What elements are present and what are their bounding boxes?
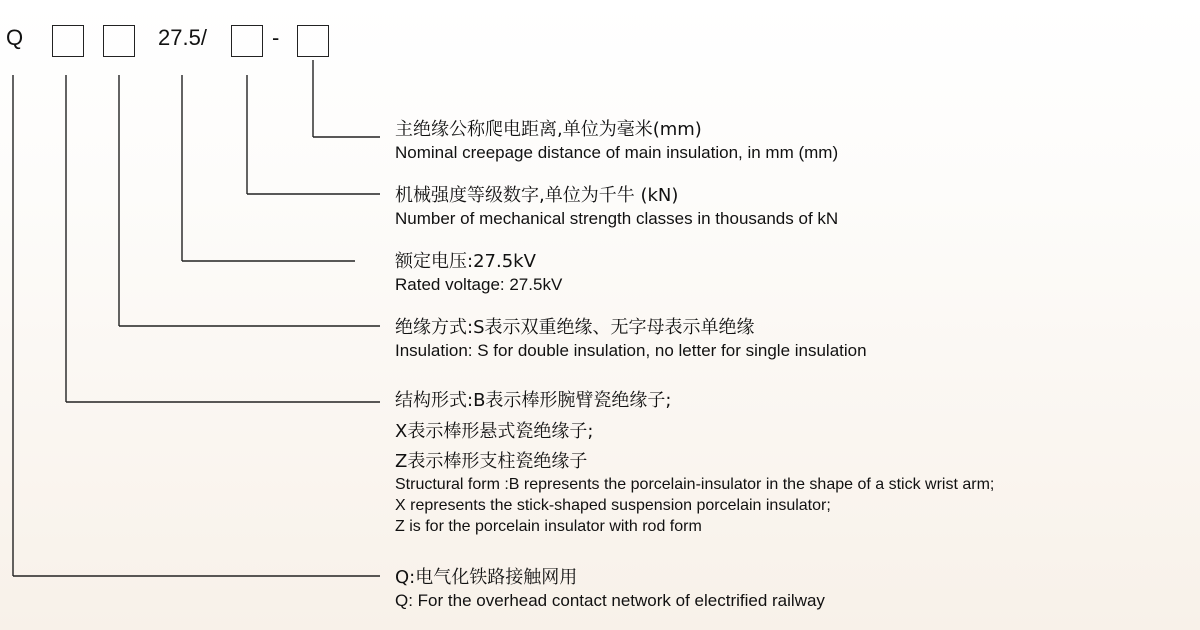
structure-label-en-z: Z is for the porcelain insulator with rod form bbox=[395, 518, 702, 535]
structure-label-zh-z: Z表示棒形支柱瓷绝缘子 bbox=[395, 451, 588, 472]
creepage-label bbox=[395, 118, 838, 164]
insulation-label bbox=[395, 316, 867, 362]
mechanical-label-zh: 机械强度等级数字,单位为千牛 (kN) bbox=[395, 185, 679, 206]
railway-label-en: Q: For the overhead contact network of electrified railway bbox=[395, 591, 825, 610]
voltage-label bbox=[395, 250, 562, 296]
code-prefix: Q bbox=[6, 25, 24, 50]
creepage-label-zh: 主绝缘公称爬电距离,单位为毫米(mm) bbox=[395, 119, 702, 140]
structure-label-en-b: Structural form :B represents the porcelain-insulator in the shape of a stick wrist arm; bbox=[395, 476, 995, 493]
structure-label-zh-x: X表示棒形悬式瓷绝缘子; bbox=[395, 421, 594, 442]
code-dash: - bbox=[272, 25, 280, 50]
insulation-code-box bbox=[103, 25, 135, 57]
voltage-label-zh: 额定电压:27.5kV bbox=[395, 251, 536, 272]
structure-label-en-x: X represents the stick-shaped suspension porcelain insulator; bbox=[395, 497, 831, 514]
creepage-label-en: Nominal creepage distance of main insulation, in mm (mm) bbox=[395, 143, 839, 162]
railway-label bbox=[395, 566, 825, 612]
insulation-label-en: Insulation: S for double insulation, no letter for single insulation bbox=[395, 341, 867, 360]
voltage-label-en: Rated voltage: 27.5kV bbox=[395, 275, 563, 294]
mechanical-label-en: Number of mechanical strength classes in thousands of kN bbox=[395, 209, 839, 228]
insulation-label-zh: 绝缘方式:S表示双重绝缘、无字母表示单绝缘 bbox=[395, 317, 755, 338]
structure-label-zh-b: 结构形式:B表示棒形腕臂瓷绝缘子; bbox=[395, 390, 672, 411]
railway-label-zh: Q:电气化铁路接触网用 bbox=[395, 567, 578, 588]
code-voltage: 27.5/ bbox=[158, 25, 207, 50]
structure-label bbox=[395, 389, 994, 537]
mechanical-code-box bbox=[231, 25, 263, 57]
structure-code-box bbox=[52, 25, 84, 57]
creepage-code-box bbox=[297, 25, 329, 57]
mechanical-label bbox=[395, 184, 838, 230]
